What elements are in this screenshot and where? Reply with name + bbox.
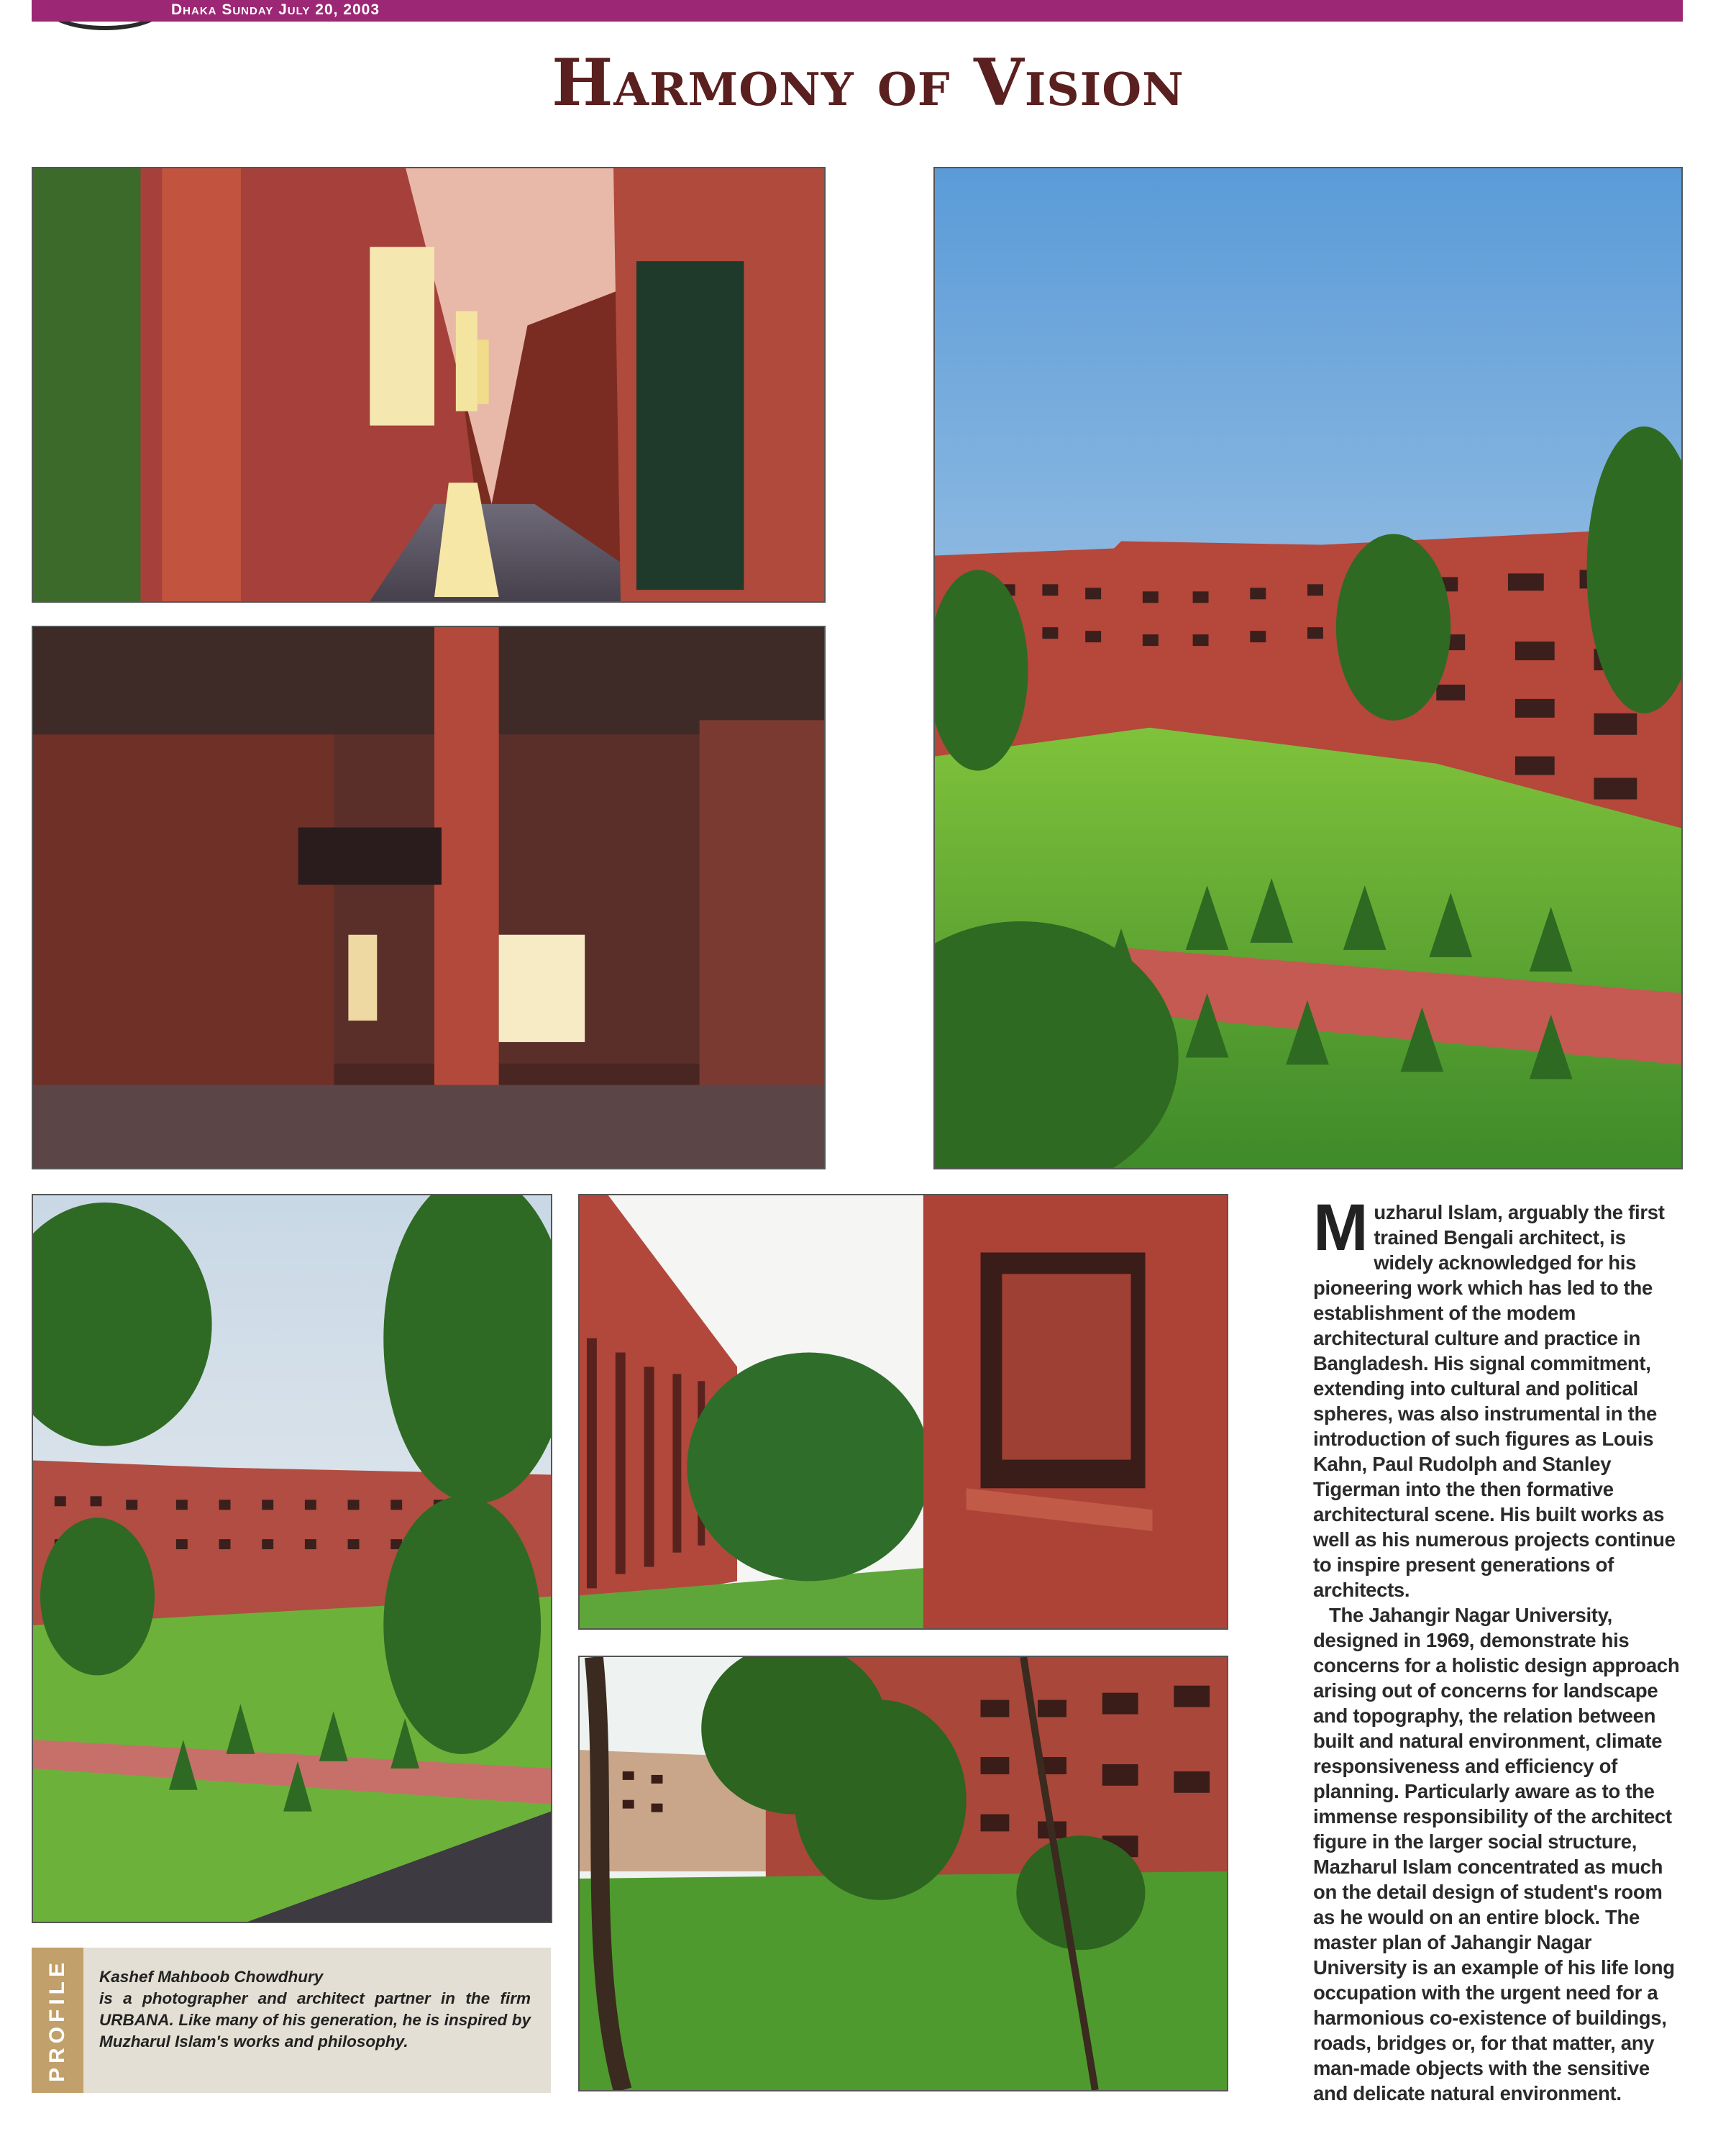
profile-bio: is a photographer and architect partner in the firm URBANA. Like many of his generation, he is inspired by Muzharul Islam's works and philosophy. <box>99 1989 531 2050</box>
masthead-dateline: Dhaka Sunday July 20, 2003 <box>171 1 380 18</box>
article-dropcap: M <box>1313 1191 1369 1264</box>
article-body <box>1313 1191 1686 2106</box>
photo-building-alley <box>578 1194 1228 1630</box>
profile-label-text: PROFILE <box>45 1958 69 2083</box>
photo-corridor-window <box>32 167 826 603</box>
article-paragraph-1: uzharul Islam, arguably the first trained Bengali architect, is widely acknowledged for his pioneering work which has led to the establishment of the modem architectural culture and practice in Bangladesh. His signal commitment, extending into cultural and political spheres, was also instrumental in the introduction of such figures as Louis Kahn, Paul Rudolph and Stanley Tigerman into the then formative architectural scene. His built works as well as his numerous projects continue to inspire present generations of architects. <box>1313 1201 1676 1601</box>
article-paragraph-2: The Jahangir Nagar University, designed in 1969, demonstrate his concerns for a holistic design approach arising out of concerns for landscape and topography, the relation between built and natural environment, climate responsiveness and efficiency of planning. Particularly aware as to the immense responsibility of the architect figure in the larger social structure, Mazharul Islam concentrated as much on the detail design of student's room as he would on an entire block. The master plan of Jahangir Nagar University is an example of his life long occupation with the urgent need for a harmonious co-existence of buildings, roads, bridges or, for that matter, any man-made objects with the sensitive and delicate natural environment. <box>1313 1604 1680 2104</box>
profile-text <box>99 1966 531 2053</box>
profile-label <box>32 1948 83 2093</box>
photo-courtyard-trees <box>32 1194 552 1923</box>
profile-name: Kashef Mahboob Chowdhury <box>99 1968 324 1986</box>
photo-brick-interior <box>32 626 826 1169</box>
photo-courtyard-lawn <box>933 167 1683 1169</box>
photo-garden-view <box>578 1656 1228 2091</box>
page-title: Harmony of Vision <box>552 45 1184 121</box>
